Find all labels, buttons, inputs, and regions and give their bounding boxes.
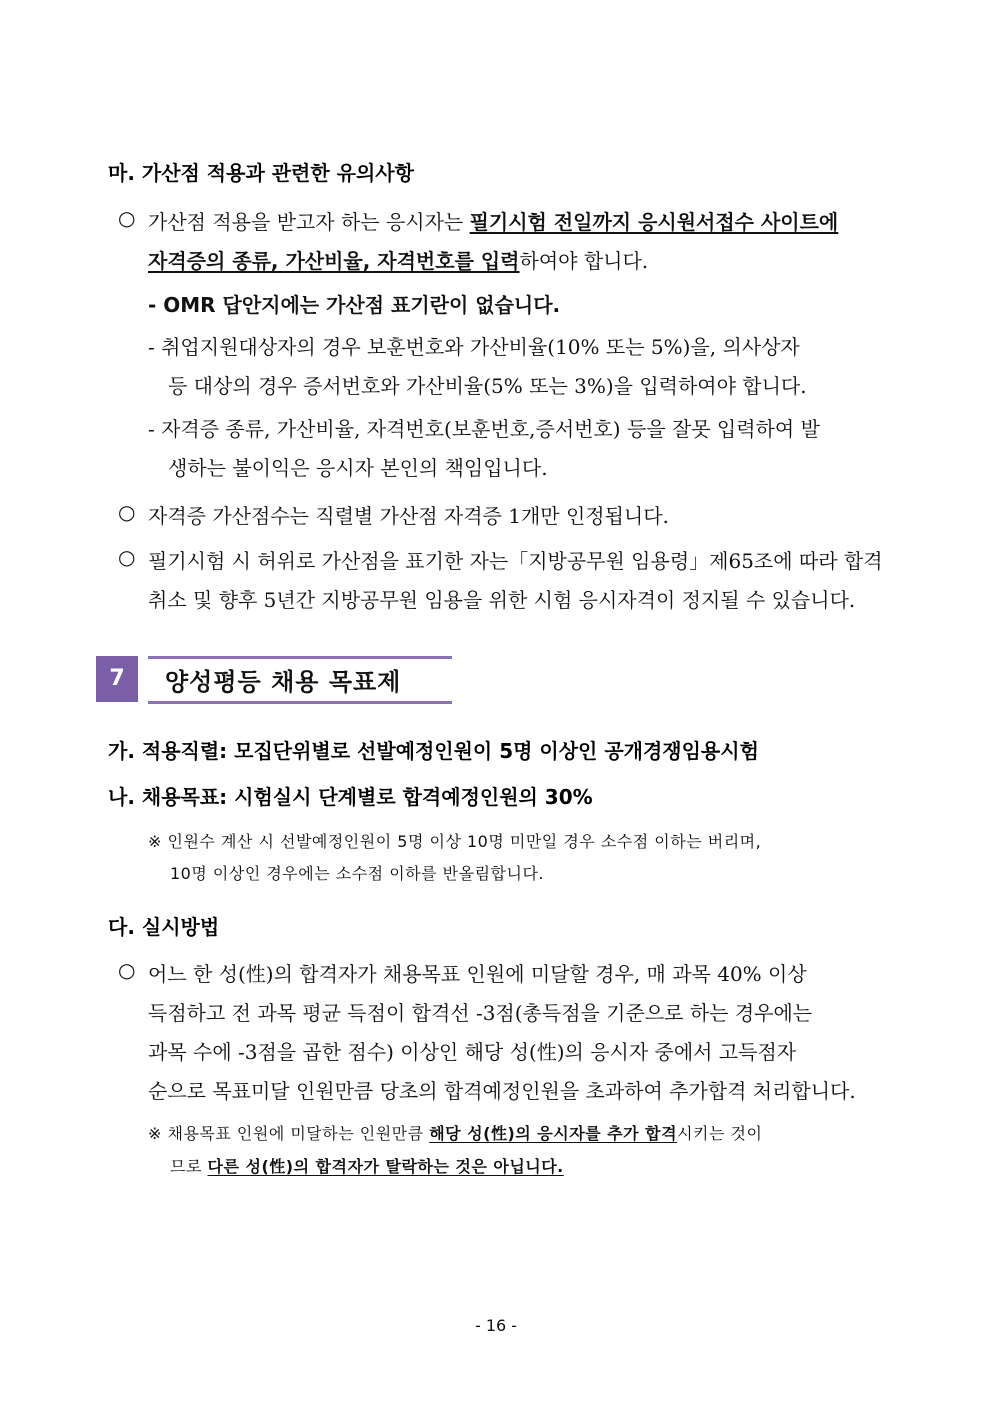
heading-na: 나. 채용목표: 시험실시 단계별로 합격예정인원의 30% <box>108 785 593 809</box>
note-2-text: ※ 채용목표 인원에 미달하는 인원만큼 <box>148 1124 430 1143</box>
dash-item-veterans-line-2: 등 대상의 경우 증서번호와 가산비율(5% 또는 3%)을 입력하여야 합니다. <box>168 374 807 398</box>
note-2-emphasis-2: 다른 성(性)의 합격자가 탈락하는 것은 아닙니다. <box>207 1157 564 1176</box>
page-number: - 16 - <box>474 1316 518 1335</box>
bullet-1-text: 가산점 적용을 받고자 하는 응시자는 <box>148 210 470 234</box>
dash-item-liability-line-1: - 자격증 종류, 가산비율, 자격번호(보훈번호,증서번호) 등을 잘못 입력하여 발 <box>148 417 820 441</box>
method-line-1: 어느 한 성(性)의 합격자가 채용목표 인원에 미달할 경우, 매 과목 40% 이상 <box>148 962 807 986</box>
section-number-badge: 7 <box>96 656 138 702</box>
bullet-circle: ○ <box>118 206 136 230</box>
note-1-line-2: 10명 이상인 경우에는 소수점 이하를 반올림합니다. <box>170 864 544 883</box>
section-title: 양성평등 채용 목표제 <box>165 668 402 696</box>
heading-ma: 마. 가산점 적용과 관련한 유의사항 <box>108 161 414 185</box>
note-2-line-2 <box>170 1154 564 1177</box>
dash-item-liability-line-2: 생하는 불이익은 응시자 본인의 책임입니다. <box>168 456 548 480</box>
bullet-1-line-1 <box>148 206 898 235</box>
note-2-text-2: 므로 <box>170 1157 208 1176</box>
dash-item-omr: - OMR 답안지에는 가산점 표기란이 없습니다. <box>148 293 561 317</box>
bullet-1-line-2 <box>148 245 648 274</box>
dash-item-veterans-line-1: - 취업지원대상자의 경우 보훈번호와 가산비율(10% 또는 5%)을, 의사상자 <box>148 335 800 359</box>
bullet-3-line-1: 필기시험 시 허위로 가산점을 표기한 자는「지방공무원 임용령」제65조에 따라 합격 <box>148 549 883 573</box>
bullet-3-line-2: 취소 및 향후 5년간 지방공무원 임용을 위한 시험 응시자격이 정지될 수 있습니다. <box>148 588 856 612</box>
bullet-1-emphasis-2: 자격증의 종류, 가산비율, 자격번호를 입력 <box>148 249 520 273</box>
bullet-circle: ○ <box>118 545 136 569</box>
method-line-4: 순으로 목표미달 인원만큼 당초의 합격예정인원을 초과하여 추가합격 처리합니다. <box>148 1079 856 1103</box>
bullet-circle: ○ <box>118 958 136 982</box>
note-2-emphasis: 해당 성(性)의 응시자를 추가 합격 <box>429 1124 678 1143</box>
heading-ga: 가. 적용직렬: 모집단위별로 선발예정인원이 5명 이상인 공개경쟁임용시험 <box>108 739 759 763</box>
method-line-3: 과목 수에 -3점을 곱한 점수) 이상인 해당 성(性)의 응시자 중에서 고득점자 <box>148 1040 797 1064</box>
bullet-circle: ○ <box>118 500 136 524</box>
heading-da: 다. 실시방법 <box>108 915 220 939</box>
bullet-1-emphasis: 필기시험 전일까지 응시원서접수 사이트에 <box>469 210 839 234</box>
method-line-2: 득점하고 전 과목 평균 득점이 합격선 -3점(총득점을 기준으로 하는 경우에는 <box>148 1001 813 1025</box>
bullet-1-text-2: 하여야 합니다. <box>519 249 649 273</box>
note-1-line-1: ※ 인원수 계산 시 선발예정인원이 5명 이상 10명 미만일 경우 소수점 이하는 버리며, <box>148 832 762 851</box>
note-2-line-1 <box>148 1121 762 1144</box>
bullet-2: 자격증 가산점수는 직렬별 가산점 자격증 1개만 인정됩니다. <box>148 504 669 528</box>
note-2-text-post: 시키는 것이 <box>677 1124 763 1143</box>
